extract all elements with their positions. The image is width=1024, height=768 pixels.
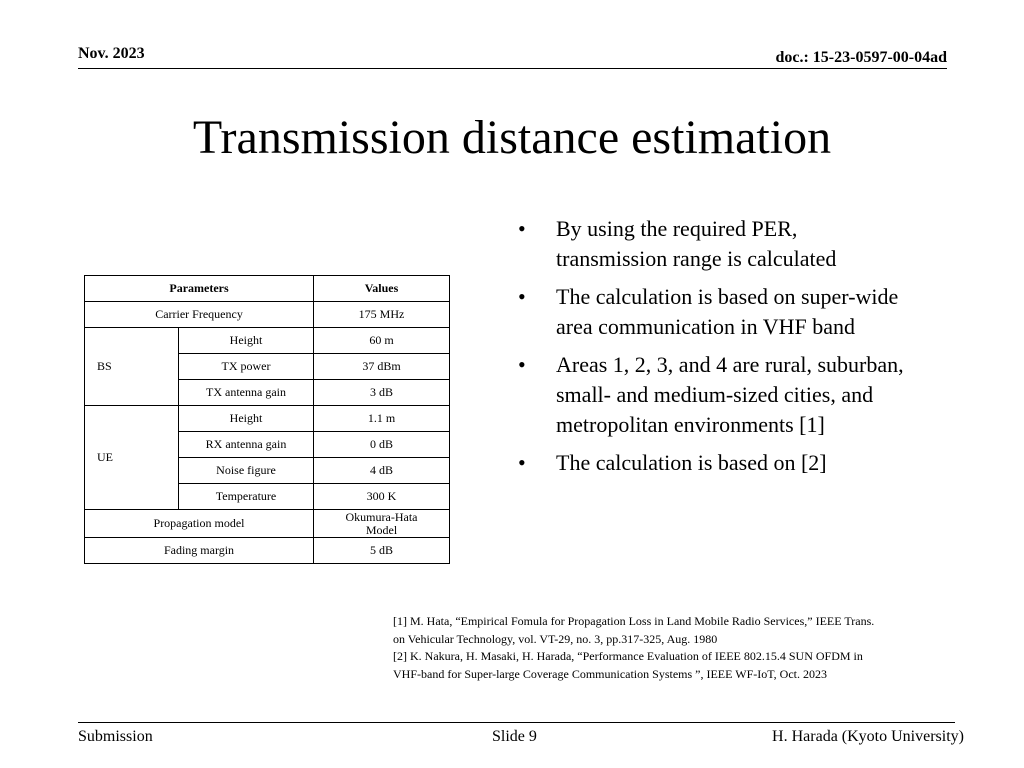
bullet-line: The calculation is based on super-wide: [556, 284, 899, 309]
value-bs-tx-antenna-gain: 3 dB: [314, 380, 450, 406]
value-ue-height: 1.1 m: [314, 406, 450, 432]
bullet-line: transmission range is calculated: [556, 246, 837, 271]
bullet-line: Areas 1, 2, 3, and 4 are rural, suburban,: [556, 352, 904, 377]
value-propagation-model-line1: Okumura-Hata: [345, 509, 418, 524]
bullet-list: [518, 214, 968, 486]
param-ue-temperature: Temperature: [179, 484, 314, 510]
bullet-line: By using the required PER,: [556, 216, 798, 241]
bullet-line: The calculation is based on [2]: [556, 450, 827, 475]
header-rule: [78, 68, 947, 69]
bullet-dot-icon: •: [518, 450, 526, 475]
bullet-line: small- and medium-sized cities, and: [556, 382, 874, 407]
references: [393, 613, 983, 683]
group-ue: UE: [85, 406, 179, 510]
table-header-values: Values: [314, 276, 450, 302]
table-header-parameters: Parameters: [85, 276, 314, 302]
param-ue-rx-antenna-gain: RX antenna gain: [179, 432, 314, 458]
value-ue-temperature: 300 K: [314, 484, 450, 510]
table-row: [85, 406, 450, 432]
value-carrier-frequency: 175 MHz: [314, 302, 450, 328]
parameters-table: [84, 275, 450, 564]
value-bs-tx-power: 37 dBm: [314, 354, 450, 380]
value-bs-height: 60 m: [314, 328, 450, 354]
footer-author: H. Harada (Kyoto University): [772, 728, 964, 745]
reference-line: on Vehicular Technology, vol. VT-29, no. 3, pp.317-325, Aug. 1980: [393, 631, 718, 646]
bullet-item: [518, 448, 968, 478]
param-ue-noise-figure: Noise figure: [179, 458, 314, 484]
param-ue-height: Height: [179, 406, 314, 432]
reference-line: [1] M. Hata, “Empirical Fomula for Propagation Loss in Land Mobile Radio Services,” IEEE Trans.: [393, 614, 875, 628]
footer-slide-number: Slide 9: [492, 728, 537, 745]
footer-rule: [78, 722, 955, 723]
header-date: Nov. 2023: [78, 45, 145, 62]
footer-submission: Submission: [78, 728, 153, 745]
bullet-line: area communication in VHF band: [556, 314, 855, 339]
table-header-row: [85, 276, 450, 302]
value-fading-margin: 5 dB: [314, 538, 450, 564]
value-ue-noise-figure: 4 dB: [314, 458, 450, 484]
bullet-line: metropolitan environments [1]: [556, 412, 825, 437]
header-doc-id: doc.: 15-23-0597-00-04ad: [775, 49, 947, 66]
bullet-item: [518, 350, 968, 440]
param-bs-tx-antenna-gain: TX antenna gain: [179, 380, 314, 406]
table-row: [85, 302, 450, 328]
bullet-item: [518, 214, 968, 274]
value-ue-rx-antenna-gain: 0 dB: [314, 432, 450, 458]
bullet-item: [518, 282, 968, 342]
reference-line: [2] K. Nakura, H. Masaki, H. Harada, “Performance Evaluation of IEEE 802.15.4 SUN OFDM in: [393, 649, 863, 663]
param-bs-tx-power: TX power: [179, 354, 314, 380]
slide-title: Transmission distance estimation: [192, 111, 832, 164]
group-bs: BS: [85, 328, 179, 406]
bullet-dot-icon: •: [518, 216, 526, 241]
bullet-dot-icon: •: [518, 284, 526, 309]
param-bs-height: Height: [179, 328, 314, 354]
param-carrier-frequency: Carrier Frequency: [85, 302, 314, 328]
table-row: [85, 328, 450, 354]
bullet-dot-icon: •: [518, 352, 526, 377]
table-row: [85, 510, 450, 538]
param-propagation-model: Propagation model: [85, 510, 314, 538]
param-fading-margin: Fading margin: [85, 538, 314, 564]
value-propagation-model: [314, 510, 450, 538]
reference-line: VHF-band for Super-large Coverage Communication Systems ”, IEEE WF-IoT, Oct. 2023: [393, 666, 828, 681]
table-row: [85, 538, 450, 564]
value-propagation-model-line2: Model: [365, 522, 398, 537]
